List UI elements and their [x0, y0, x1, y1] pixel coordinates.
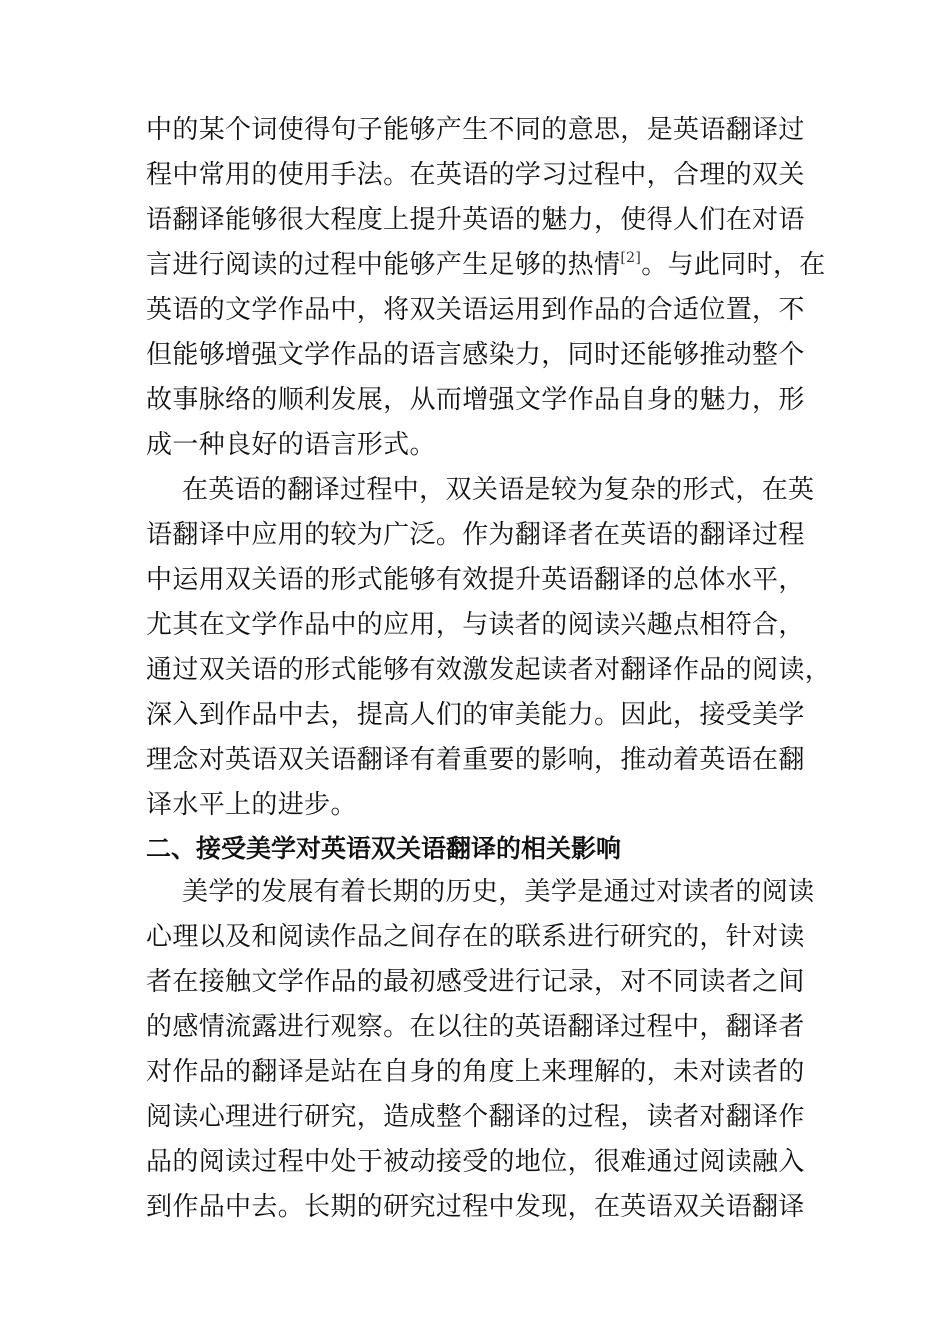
paragraph-3-line-7: 品的阅读过程中处于被动接受的地位，很难通过阅读融入	[146, 1147, 805, 1177]
paragraph-3-line-8: 到作品中去。长期的研究过程中发现，在英语双关语翻译	[146, 1192, 805, 1222]
paragraph-1-line-5: 英语的文学作品中，将双关语运用到作品的合适位置，不	[146, 295, 805, 325]
paragraph-1-line-6: 但能够增强文学作品的语言感染力，同时还能够推动整个	[146, 340, 805, 370]
paragraph-2-line-5: 通过双关语的形式能够有效激发起读者对翻译作品的阅读，	[146, 655, 832, 685]
paragraph-1-line-8: 成一种良好的语言形式。	[146, 430, 436, 460]
paragraph-2-line-8: 译水平上的进步。	[146, 790, 357, 820]
paragraph-2-line-6: 深入到作品中去，提高人们的审美能力。因此，接受美学	[146, 700, 805, 730]
paragraph-1-line-4-text-b: 。与此同时，在	[641, 250, 826, 280]
paragraph-2-line-2: 语翻译中应用的较为广泛。作为翻译者在英语的翻译过程	[146, 520, 805, 550]
paragraph-3-line-4: 的感情流露进行观察。在以往的英语翻译过程中，翻译者	[146, 1012, 805, 1042]
paragraph-2-line-4: 尤其在文学作品中的应用，与读者的阅读兴趣点相符合，	[146, 610, 805, 640]
paragraph-1-line-1: 中的某个词使得句子能够产生不同的意思，是英语翻译过	[146, 115, 805, 145]
paragraph-3-line-3: 者在接触文学作品的最初感受进行记录，对不同读者之间	[146, 967, 805, 997]
paragraph-3-line-5: 对作品的翻译是站在自身的角度上来理解的，未对读者的	[146, 1057, 805, 1087]
paragraph-1-line-2: 程中常用的使用手法。在英语的学习过程中，合理的双关	[146, 160, 805, 190]
paragraph-3-line-6: 阅读心理进行研究，造成整个翻译的过程，读者对翻译作	[146, 1102, 805, 1132]
paragraph-3-line-2: 心理以及和阅读作品之间存在的联系进行研究的，针对读	[146, 922, 805, 952]
citation-marker: [2]	[620, 250, 642, 266]
section-heading: 二、接受美学对英语双关语翻译的相关影响	[146, 834, 622, 863]
paragraph-1-line-3: 语翻译能够很大程度上提升英语的魅力，使得人们在对语	[146, 205, 805, 235]
paragraph-2-line-1: 在英语的翻译过程中，双关语是较为复杂的形式，在英	[182, 475, 815, 505]
paragraph-1-line-4	[146, 245, 826, 285]
paragraph-2-line-3: 中运用双关语的形式能够有效提升英语翻译的总体水平，	[146, 565, 805, 595]
paragraph-1-line-4-text-a: 言进行阅读的过程中能够产生足够的热情	[146, 250, 621, 280]
paragraph-3-line-1: 美学的发展有着长期的历史，美学是通过对读者的阅读	[182, 877, 815, 907]
paragraph-1-line-7: 故事脉络的顺利发展，从而增强文学作品自身的魅力，形	[146, 385, 805, 415]
paragraph-2-line-7: 理念对英语双关语翻译有着重要的影响，推动着英语在翻	[146, 745, 805, 775]
